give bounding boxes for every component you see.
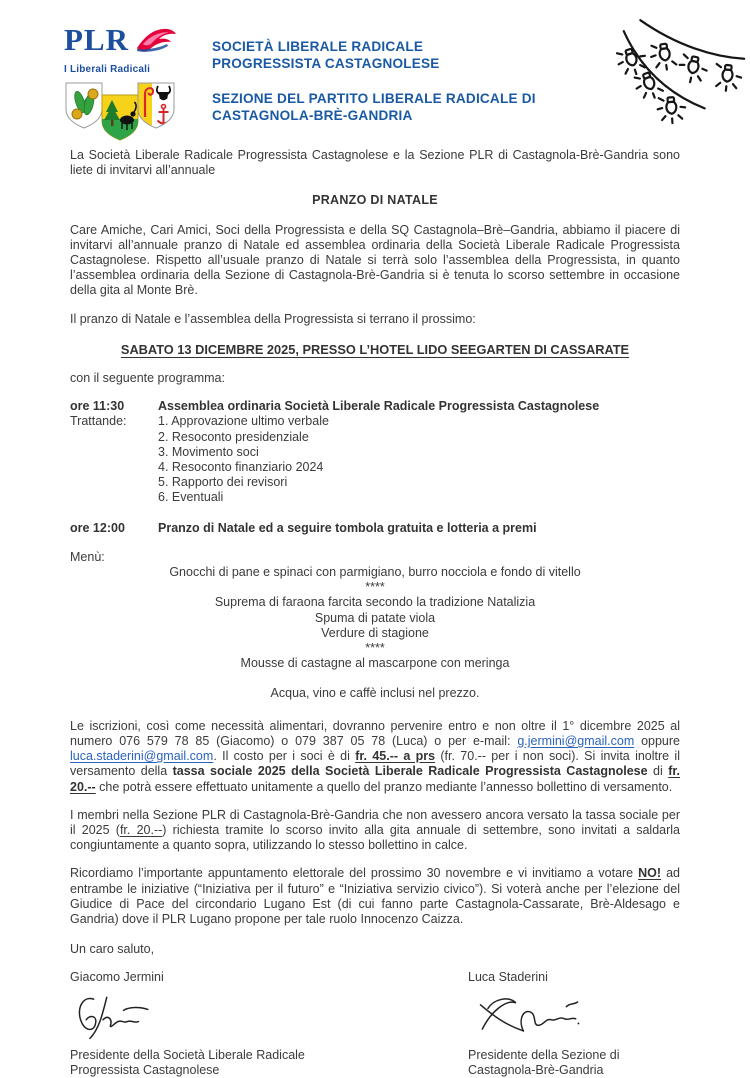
members-text: I membri nella Sezione PLR di Castagnola-Brè-Gandria che non avessero ancora versato la tassa sociale per il 2025 ( bbox=[70, 807, 680, 837]
event-date-line: SABATO 13 DICEMBRE 2025, PRESSO L’HOTEL LIDO SEEGARTEN DI CASSARATE bbox=[120, 341, 630, 357]
price-members: fr. 45.-- a prs bbox=[355, 749, 436, 764]
spacer-cell bbox=[70, 490, 158, 505]
members-paragraph bbox=[70, 808, 680, 854]
coat-of-arms-shields bbox=[64, 81, 224, 163]
program-intro: con il seguente programma: bbox=[70, 371, 225, 386]
letterhead bbox=[0, 0, 750, 148]
invitation-paragraph: Care Amiche, Cari Amici, Soci della Progressista e della SQ Castagnola–Brè–Gandria, abbiamo il piacere di invitarvi all’annuale pranzo di Natale ed assemblea ordinaria della Società Liberale Radicale Progressista Castagnolese. Rispetto all’usuale pranzo di Natale si terrà solo l’assemblea della Progressista, in quanto l’assemblea ordinaria della Sezione di Castagnola-Brè-Gandria si è tenuta lo scorso settembre in occasione della gita al Monte Brè. bbox=[70, 222, 680, 298]
registration-text: oppure bbox=[634, 733, 681, 748]
spacer-cell bbox=[70, 460, 158, 475]
social-tax-price: fr. 20.-- bbox=[70, 764, 680, 794]
plr-logo bbox=[64, 22, 224, 164]
menu-label: Menù: bbox=[70, 549, 105, 564]
menu-separator: **** bbox=[365, 641, 385, 656]
spacer-cell bbox=[70, 475, 158, 490]
agenda-item: 1. Approvazione ultimo verbale bbox=[158, 414, 329, 429]
email-link-giacomo[interactable]: g.jermini@gmail.com bbox=[517, 733, 635, 748]
spacer-cell bbox=[70, 445, 158, 460]
registration-text: . Il costo per i soci è di bbox=[213, 749, 356, 764]
org2-line1: SEZIONE DEL PARTITO LIBERALE RADICALE DI bbox=[212, 91, 536, 106]
vote-text: Ricordiamo l’importante appuntamento elettorale del prossimo 30 novembre e vi invitiamo a votare bbox=[70, 866, 639, 881]
agenda-item: 5. Rapporto dei revisori bbox=[158, 475, 288, 490]
organization-header bbox=[212, 38, 612, 124]
registration-paragraph bbox=[70, 719, 680, 795]
email-link-luca[interactable]: luca.staderini@gmail.com bbox=[70, 749, 214, 764]
vote-no: NO! bbox=[638, 866, 662, 881]
spacer-row bbox=[70, 506, 680, 521]
members-text: ) richiesta tramite lo scorso invito alla gita annuale di settembre, sono invitati a saldarla congiuntamente a quanto sopra, utilizzando lo stesso bollettino in calce. bbox=[70, 822, 681, 853]
registration-text: Le iscrizioni, così come necessità alimentari, dovranno pervenire entro e non oltre il 1° dicembre 2025 al numero 076 579 78 85 (Giacomo) o 079 387 05 78 (Luca) o per e-mail: bbox=[70, 718, 680, 748]
program-title-2: Pranzo di Natale ed a seguire tombola gratuita e lotteria a premi bbox=[158, 520, 537, 535]
plr-wordmark: PLR bbox=[64, 22, 129, 57]
menu-note: Acqua, vino e caffè inclusi nel prezzo. bbox=[270, 686, 480, 701]
menu-separator: **** bbox=[365, 580, 385, 595]
christmas-lights-icon bbox=[576, 10, 746, 129]
agenda-item: 3. Movimento soci bbox=[158, 444, 259, 459]
menu-line: Verdure di stagione bbox=[321, 625, 429, 640]
registration-text: (fr. 70.-- per i non soci). Si invita inoltre il versamento della bbox=[70, 749, 680, 779]
program-title-1: Assemblea ordinaria Società Liberale Radicale Progressista Castagnolese bbox=[158, 399, 600, 414]
menu-line: Spuma di patate viola bbox=[314, 610, 436, 625]
signer-role: Presidente della Società Liberale Radicale bbox=[70, 1047, 305, 1062]
registration-text: che potrà essere effettuato unitamente a quello del pranzo mediante l’annesso bollettino di versamento. bbox=[95, 779, 673, 794]
signature-left bbox=[70, 970, 468, 1078]
menu-line: Mousse di castagne al mascarpone con meringa bbox=[240, 656, 510, 671]
menu-section bbox=[70, 550, 680, 702]
signer-name: Giacomo Jermini bbox=[70, 970, 164, 985]
plr-tagline: I Liberali Radicali bbox=[64, 64, 151, 76]
signer-role: Progressista Castagnolese bbox=[70, 1062, 220, 1077]
vote-paragraph bbox=[70, 866, 680, 927]
org1-line2: PROGRESSISTA CASTAGNOLESE bbox=[212, 56, 440, 71]
announcement-line: Il pranzo di Natale e l’assemblea della Progressista si terrano il prossimo: bbox=[70, 311, 476, 326]
agenda-label: Trattande: bbox=[70, 414, 127, 429]
org1-line1: SOCIETÀ LIBERALE RADICALE bbox=[212, 39, 424, 54]
intro-paragraph: La Società Liberale Radicale Progressista Castagnolese e la Sezione PLR di Castagnola-Brè-Gandria sono liete di invitarvi all’annuale bbox=[70, 148, 680, 178]
menu-line: Suprema di faraona farcita secondo la tradizione Natalizia bbox=[214, 595, 536, 610]
signer-role: Castagnola-Brè-Gandria bbox=[468, 1062, 604, 1077]
agenda-item: 6. Eventuali bbox=[158, 490, 224, 505]
signature-right bbox=[468, 970, 680, 1078]
event-title: PRANZO DI NATALE bbox=[312, 193, 438, 208]
program-time-1: ore 11:30 bbox=[70, 399, 125, 414]
vote-text: ad entrambe le iniziative (“Iniziativa per il futuro” e “Iniziativa servizio civico”). Si voterà anche per l’elezione del Giudice di Pace del circondario Lugano Est (di cui fanno parte Castagnola-Cassarate, Brè-Aldesago e Gandria) dove il PLR Lugano propone per tale ruolo Innocenzo Caizza. bbox=[70, 866, 680, 926]
letter-body bbox=[0, 148, 750, 1078]
tax-amount: fr. 20.-- bbox=[119, 822, 163, 837]
agenda-item: 2. Resoconto presidenziale bbox=[158, 429, 309, 444]
registration-text: di bbox=[647, 764, 669, 779]
agenda-item: 4. Resoconto finanziario 2024 bbox=[158, 460, 324, 475]
signer-name: Luca Staderini bbox=[468, 970, 548, 985]
program-schedule bbox=[70, 399, 680, 536]
signature-luca-icon bbox=[468, 988, 618, 1044]
spacer-cell bbox=[70, 430, 158, 445]
org2-line2: CASTAGNOLA-BRÈ-GANDRIA bbox=[212, 108, 413, 123]
social-tax-phrase: tassa sociale 2025 della Società Liberale Radicale Progressista Castagnolese bbox=[172, 764, 648, 779]
closing-salute: Un caro saluto, bbox=[70, 942, 155, 957]
signer-role: Presidente della Sezione di bbox=[468, 1047, 620, 1062]
menu-line: Gnocchi di pane e spinaci con parmigiano, burro nocciola e fondo di vitello bbox=[169, 565, 581, 580]
plr-flag-icon bbox=[133, 26, 177, 60]
program-time-2: ore 12:00 bbox=[70, 520, 125, 535]
signature-block bbox=[70, 970, 680, 1078]
signature-giacomo-icon bbox=[70, 988, 220, 1044]
